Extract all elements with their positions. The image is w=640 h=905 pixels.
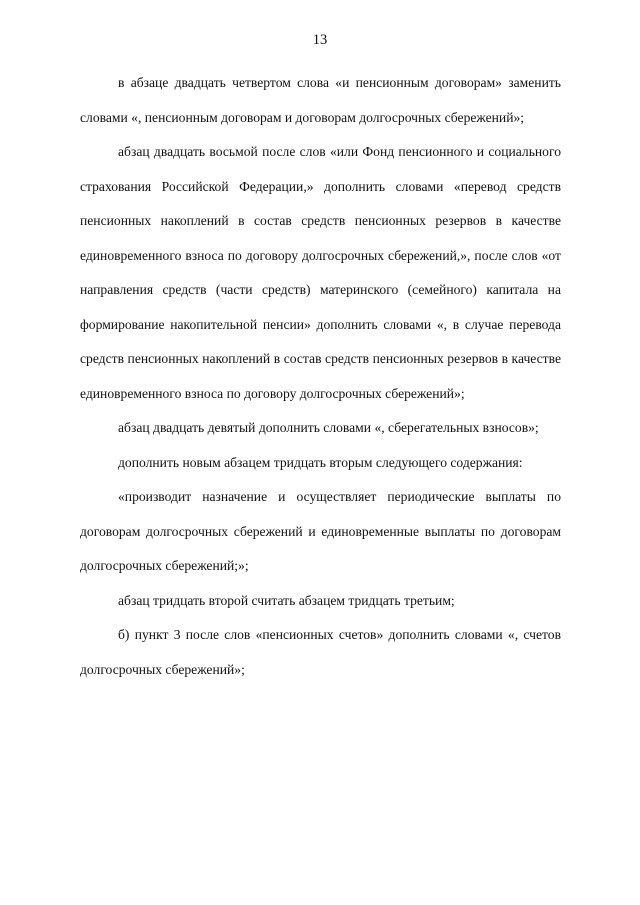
paragraph-renumber: абзац тридцать второй считать абзацем тридцать третьим; bbox=[118, 592, 455, 608]
paragraph-amend-29th: абзац двадцать девятый дополнить словами «, сберегательных взносов»; bbox=[118, 420, 539, 435]
paragraph-amend-24th: в абзаце двадцать четвертом слова «и пенсионным договорам» заменить словами «, пенсионным договорам и договорам долгосрочных сбережений»; bbox=[80, 75, 561, 125]
paragraph-point-b: б) пункт 3 после слов «пенсионных счетов» дополнить словами «, счетов долгосрочных сбережений»; bbox=[80, 627, 561, 677]
document-body bbox=[80, 66, 561, 687]
paragraph-add-32nd: дополнить новым абзацем тридцать вторым следующего содержания: bbox=[118, 454, 523, 470]
paragraph-amend-28th: абзац двадцать восьмой после слов «или Фонд пенсионного и социального страхования Российской Федерации,» дополнить словами «перевод средств пенсионных накоплений в состав средств пенсионных резервов в качестве единовременного взноса по договору долгосрочных сбережений,», после слов «от направления средств (части средств) материнского (семейного) капитала на формирование накопительной пенсии» дополнить словами «, в случае перевода средств пенсионных накоплений в состав средств пенсионных резервов в качестве единовременного взноса по договору долгосрочных сбережений»; bbox=[80, 144, 561, 401]
page-number: 13 bbox=[312, 32, 328, 48]
paragraph-quoted-content: «производит назначение и осуществляет периодические выплаты по договорам долгосрочных сбережений и единовременные выплаты по договорам долгосрочных сбережений;»; bbox=[80, 489, 561, 573]
